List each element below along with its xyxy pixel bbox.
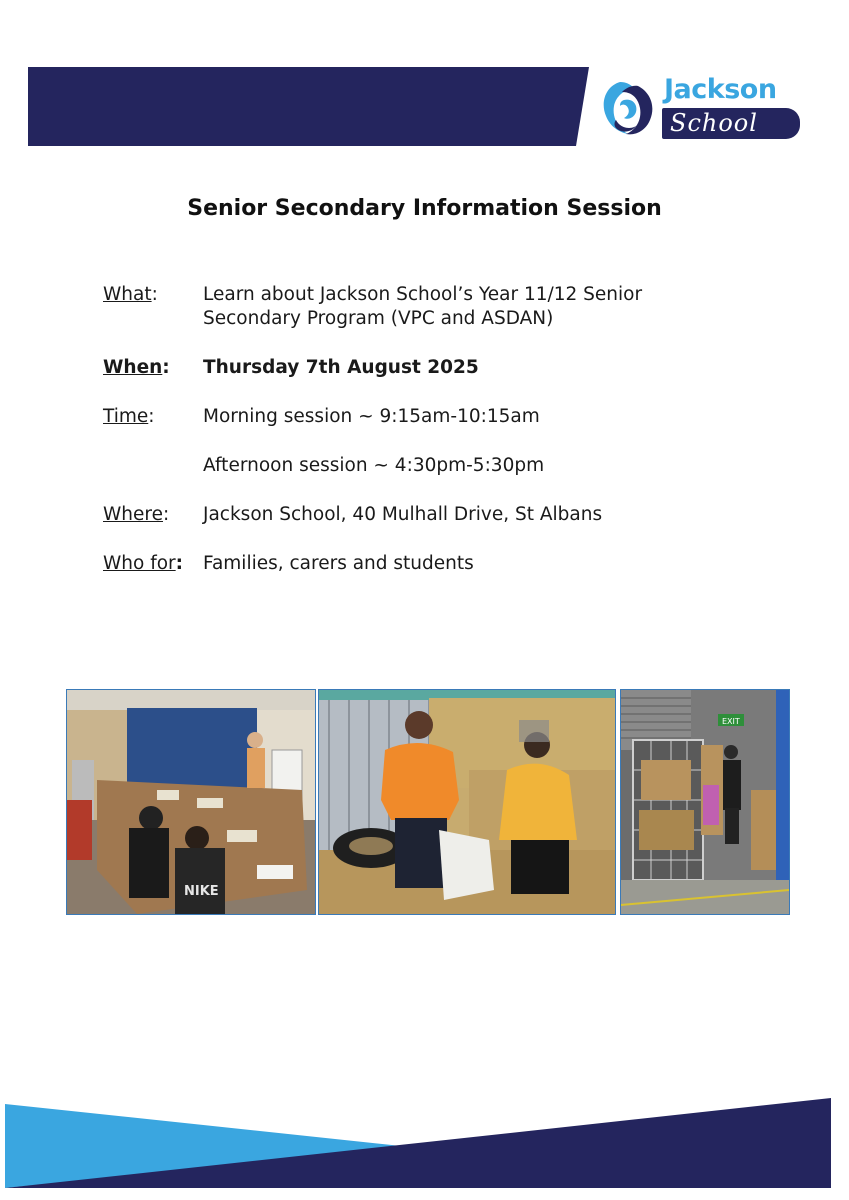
info-row-afternoon [103, 454, 783, 478]
logo-swirl-icon [598, 76, 662, 140]
photo-classroom [66, 689, 316, 915]
logo-text-jackson: Jackson [664, 74, 777, 105]
footer-banner [0, 1090, 849, 1200]
info-label-time: Time: [103, 406, 155, 427]
photo-shirt-text: NIKE [184, 884, 219, 899]
info-label-where: Where: [103, 504, 170, 525]
info-value-who: Families, carers and students [203, 553, 474, 574]
logo-school-box [662, 108, 800, 139]
info-value-afternoon: Afternoon session ~ 4:30pm-5:30pm [203, 455, 545, 476]
info-value-morning: Morning session ~ 9:15am-10:15am [203, 406, 540, 427]
info-row-time [103, 405, 783, 429]
jackson-school-logo [598, 74, 802, 142]
info-value-where: Jackson School, 40 Mulhall Drive, St Albans [203, 504, 603, 525]
info-value-when: Thursday 7th August 2025 [203, 357, 479, 378]
info-label-empty [103, 454, 203, 478]
session-info [103, 283, 783, 601]
photo-strip [66, 689, 790, 915]
info-value-what: Learn about Jackson School’s Year 11/12 Senior Secondary Program (VPC and ASDAN) [203, 284, 643, 329]
info-row-who [103, 552, 783, 576]
info-row-when [103, 356, 783, 380]
exit-sign-text: EXIT [722, 717, 740, 726]
info-label-what: What: [103, 284, 158, 305]
info-label-who: Who for: [103, 553, 184, 574]
photo-hay-bales [318, 689, 616, 915]
logo-text-school: School [670, 109, 758, 137]
header-navy-band [28, 67, 589, 146]
page-title: Senior Secondary Information Session [187, 196, 662, 221]
info-label-when: When: [103, 357, 170, 378]
photo-warehouse [620, 689, 790, 915]
info-row-where [103, 503, 783, 527]
info-row-what [103, 283, 783, 331]
